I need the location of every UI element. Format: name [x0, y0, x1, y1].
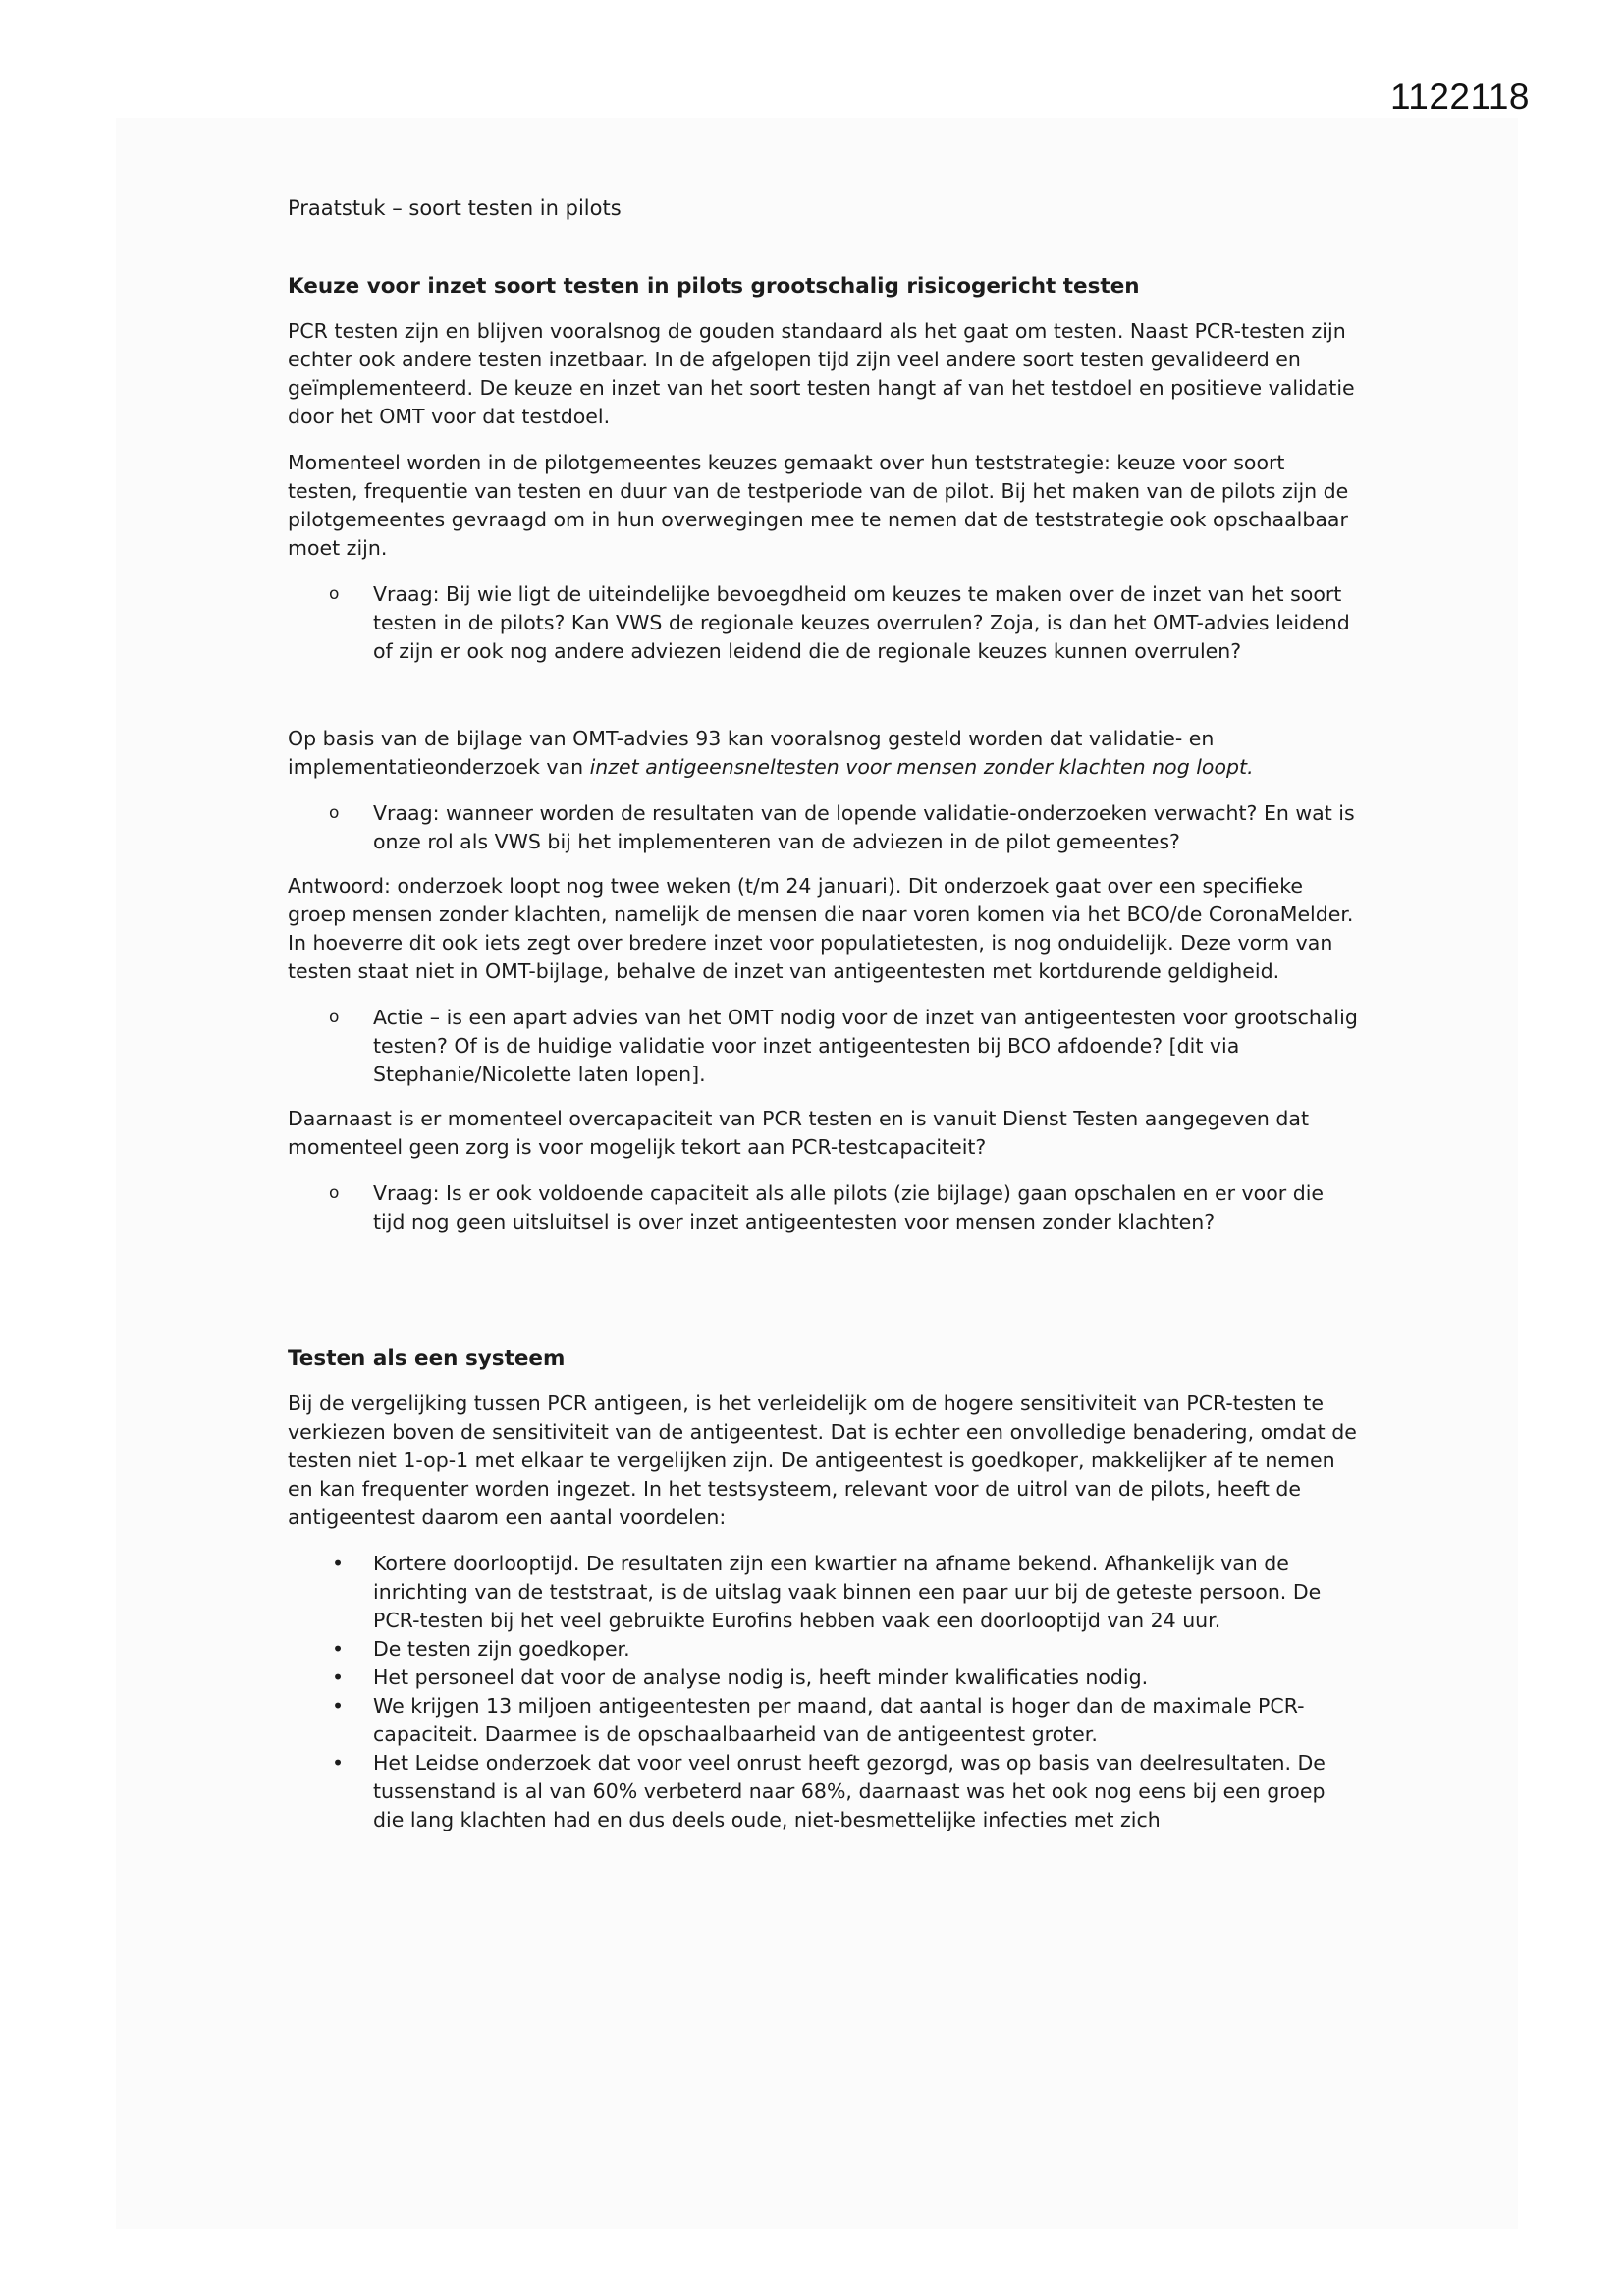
list-item — [288, 1664, 1358, 1692]
paragraph — [288, 725, 1358, 782]
question-text: Vraag: Bij wie ligt de uiteindelijke bevoegdheid om keuzes te maken over de inzet van het soort testen in de pilots? Kan VWS de regionale keuzes overrulen? Zoja, is dan het OMT-advies leidend of zijn er ook nog andere adviezen leidend die de regionale keuzes kunnen overrulen? — [373, 582, 1350, 663]
question-item — [288, 799, 1358, 856]
list-item-text: Het personeel dat voor de analyse nodig is, heeft minder kwalificaties nodig. — [373, 1666, 1149, 1689]
paragraph-emphasis: inzet antigeensneltesten voor mensen zonder klachten nog loopt. — [589, 755, 1254, 779]
circle-bullet-icon: o — [329, 1008, 340, 1027]
document-number: 1122118 — [1389, 77, 1530, 117]
circle-bullet-icon: o — [329, 1183, 340, 1203]
list-item — [288, 1692, 1358, 1749]
document-body — [288, 194, 1358, 1834]
question-item — [288, 580, 1358, 666]
bullet-icon: • — [332, 1552, 345, 1575]
paragraph: Bij de vergelijking tussen PCR antigeen, is het verleidelijk om de hogere sensitiviteit van PCR-testen te verkiezen boven de sensitiviteit van de antigeentest. Dat is echter een onvolledige benadering, omdat de testen niet 1-op-1 met elkaar te vergelijken zijn. De antigeentest is goedkoper, makkelijker af te nemen en kan frequenter worden ingezet. In het testsysteem, relevant voor de uitrol van de pilots, heeft de antigeentest daarom een aantal voordelen: — [288, 1392, 1357, 1529]
circle-bullet-icon: o — [329, 803, 340, 823]
paragraph: Momenteel worden in de pilotgemeentes keuzes gemaakt over hun teststrategie: keuze voor soort testen, frequentie van testen en duur van de testperiode van de pilot. Bij het maken van de pilots zijn de pilotgemeentes gevraagd om in hun overwegingen mee te nemen dat de teststrategie ook opschaalbaar moet zijn. — [288, 451, 1349, 560]
list-item — [288, 1749, 1358, 1834]
paragraph: Daarnaast is er momenteel overcapaciteit van PCR testen en is vanuit Dienst Testen aangegeven dat momenteel geen zorg is voor mogelijk tekort aan PCR-testcapaciteit? — [288, 1107, 1309, 1159]
list-item-text: Het Leidse onderzoek dat voor veel onrust heeft gezorgd, was op basis van deelresultaten. De tussenstand is al van 60% verbeterd naar 68%, daarnaast was het ook nog eens bij een groep die lang klachten had en dus deels oude, niet-besmettelijke infecties met zich — [373, 1751, 1326, 1831]
list-item-text: We krijgen 13 miljoen antigeentesten per maand, dat aantal is hoger dan de maximale PCR-capaciteit. Daarmee is de opschaalbaarheid van de antigeentest groter. — [373, 1694, 1305, 1746]
list-item — [288, 1550, 1358, 1635]
circle-bullet-icon: o — [329, 584, 340, 604]
list-item — [288, 1635, 1358, 1664]
section-heading-keuze: Keuze voor inzet soort testen in pilots grootschalig risicogericht testen — [288, 274, 1140, 299]
paragraph-text: Op basis van de bijlage van OMT-advies 93 kan vooralsnog gesteld worden dat validatie- en implementatieonderzoek van — [288, 727, 1215, 779]
action-item — [288, 1004, 1358, 1089]
bullet-icon: • — [332, 1666, 345, 1689]
document-subject: Praatstuk – soort testen in pilots — [288, 196, 622, 220]
action-text: Actie – is een apart advies van het OMT nodig voor de inzet van antigeentesten voor grootschalig testen? Of is de huidige validatie voor inzet antigeentesten bij BCO afdoende? [dit via Stephanie/Nicolette laten lopen]. — [373, 1006, 1358, 1086]
question-text: Vraag: Is er ook voldoende capaciteit als alle pilots (zie bijlage) gaan opschalen en er voor die tijd nog geen uitsluitsel is over inzet antigeentesten voor mensen zonder klachten? — [373, 1181, 1325, 1233]
list-item-text: Kortere doorlooptijd. De resultaten zijn een kwartier na afname bekend. Afhankelijk van de inrichting van de teststraat, is de uitslag vaak binnen een paar uur bij de geteste persoon. De PCR-testen bij het veel gebruikte Eurofins hebben vaak een doorlooptijd van 24 uur. — [373, 1552, 1322, 1632]
advantages-list — [288, 1550, 1358, 1834]
bullet-icon: • — [332, 1694, 345, 1718]
paragraph: PCR testen zijn en blijven vooralsnog de gouden standaard als het gaat om testen. Naast PCR-testen zijn echter ook andere testen inzetbaar. In de afgelopen tijd zijn veel andere soort testen gevalideerd en geïmplementeerd. De keuze en inzet van het soort testen hangt af van het testdoel en positieve validatie door het OMT voor dat testdoel. — [288, 319, 1355, 428]
question-text: Vraag: wanneer worden de resultaten van de lopende validatie-onderzoeken verwacht? En wat is onze rol als VWS bij het implementeren van de adviezen in de pilot gemeentes? — [373, 801, 1355, 853]
paragraph: Antwoord: onderzoek loopt nog twee weken (t/m 24 januari). Dit onderzoek gaat over een specifieke groep mensen zonder klachten, namelijk de mensen die naar voren komen via het BCO/de CoronaMelder. In hoeverre dit ook iets zegt over bredere inzet voor populatietesten, is nog onduidelijk. Deze vorm van testen staat niet in OMT-bijlage, behalve de inzet van antigeentesten met kortdurende geldigheid. — [288, 874, 1354, 983]
list-item-text: De testen zijn goedkoper. — [373, 1637, 630, 1661]
bullet-icon: • — [332, 1751, 345, 1775]
question-item — [288, 1179, 1358, 1236]
bullet-icon: • — [332, 1637, 345, 1661]
section-heading-systeem: Testen als een systeem — [288, 1346, 566, 1371]
